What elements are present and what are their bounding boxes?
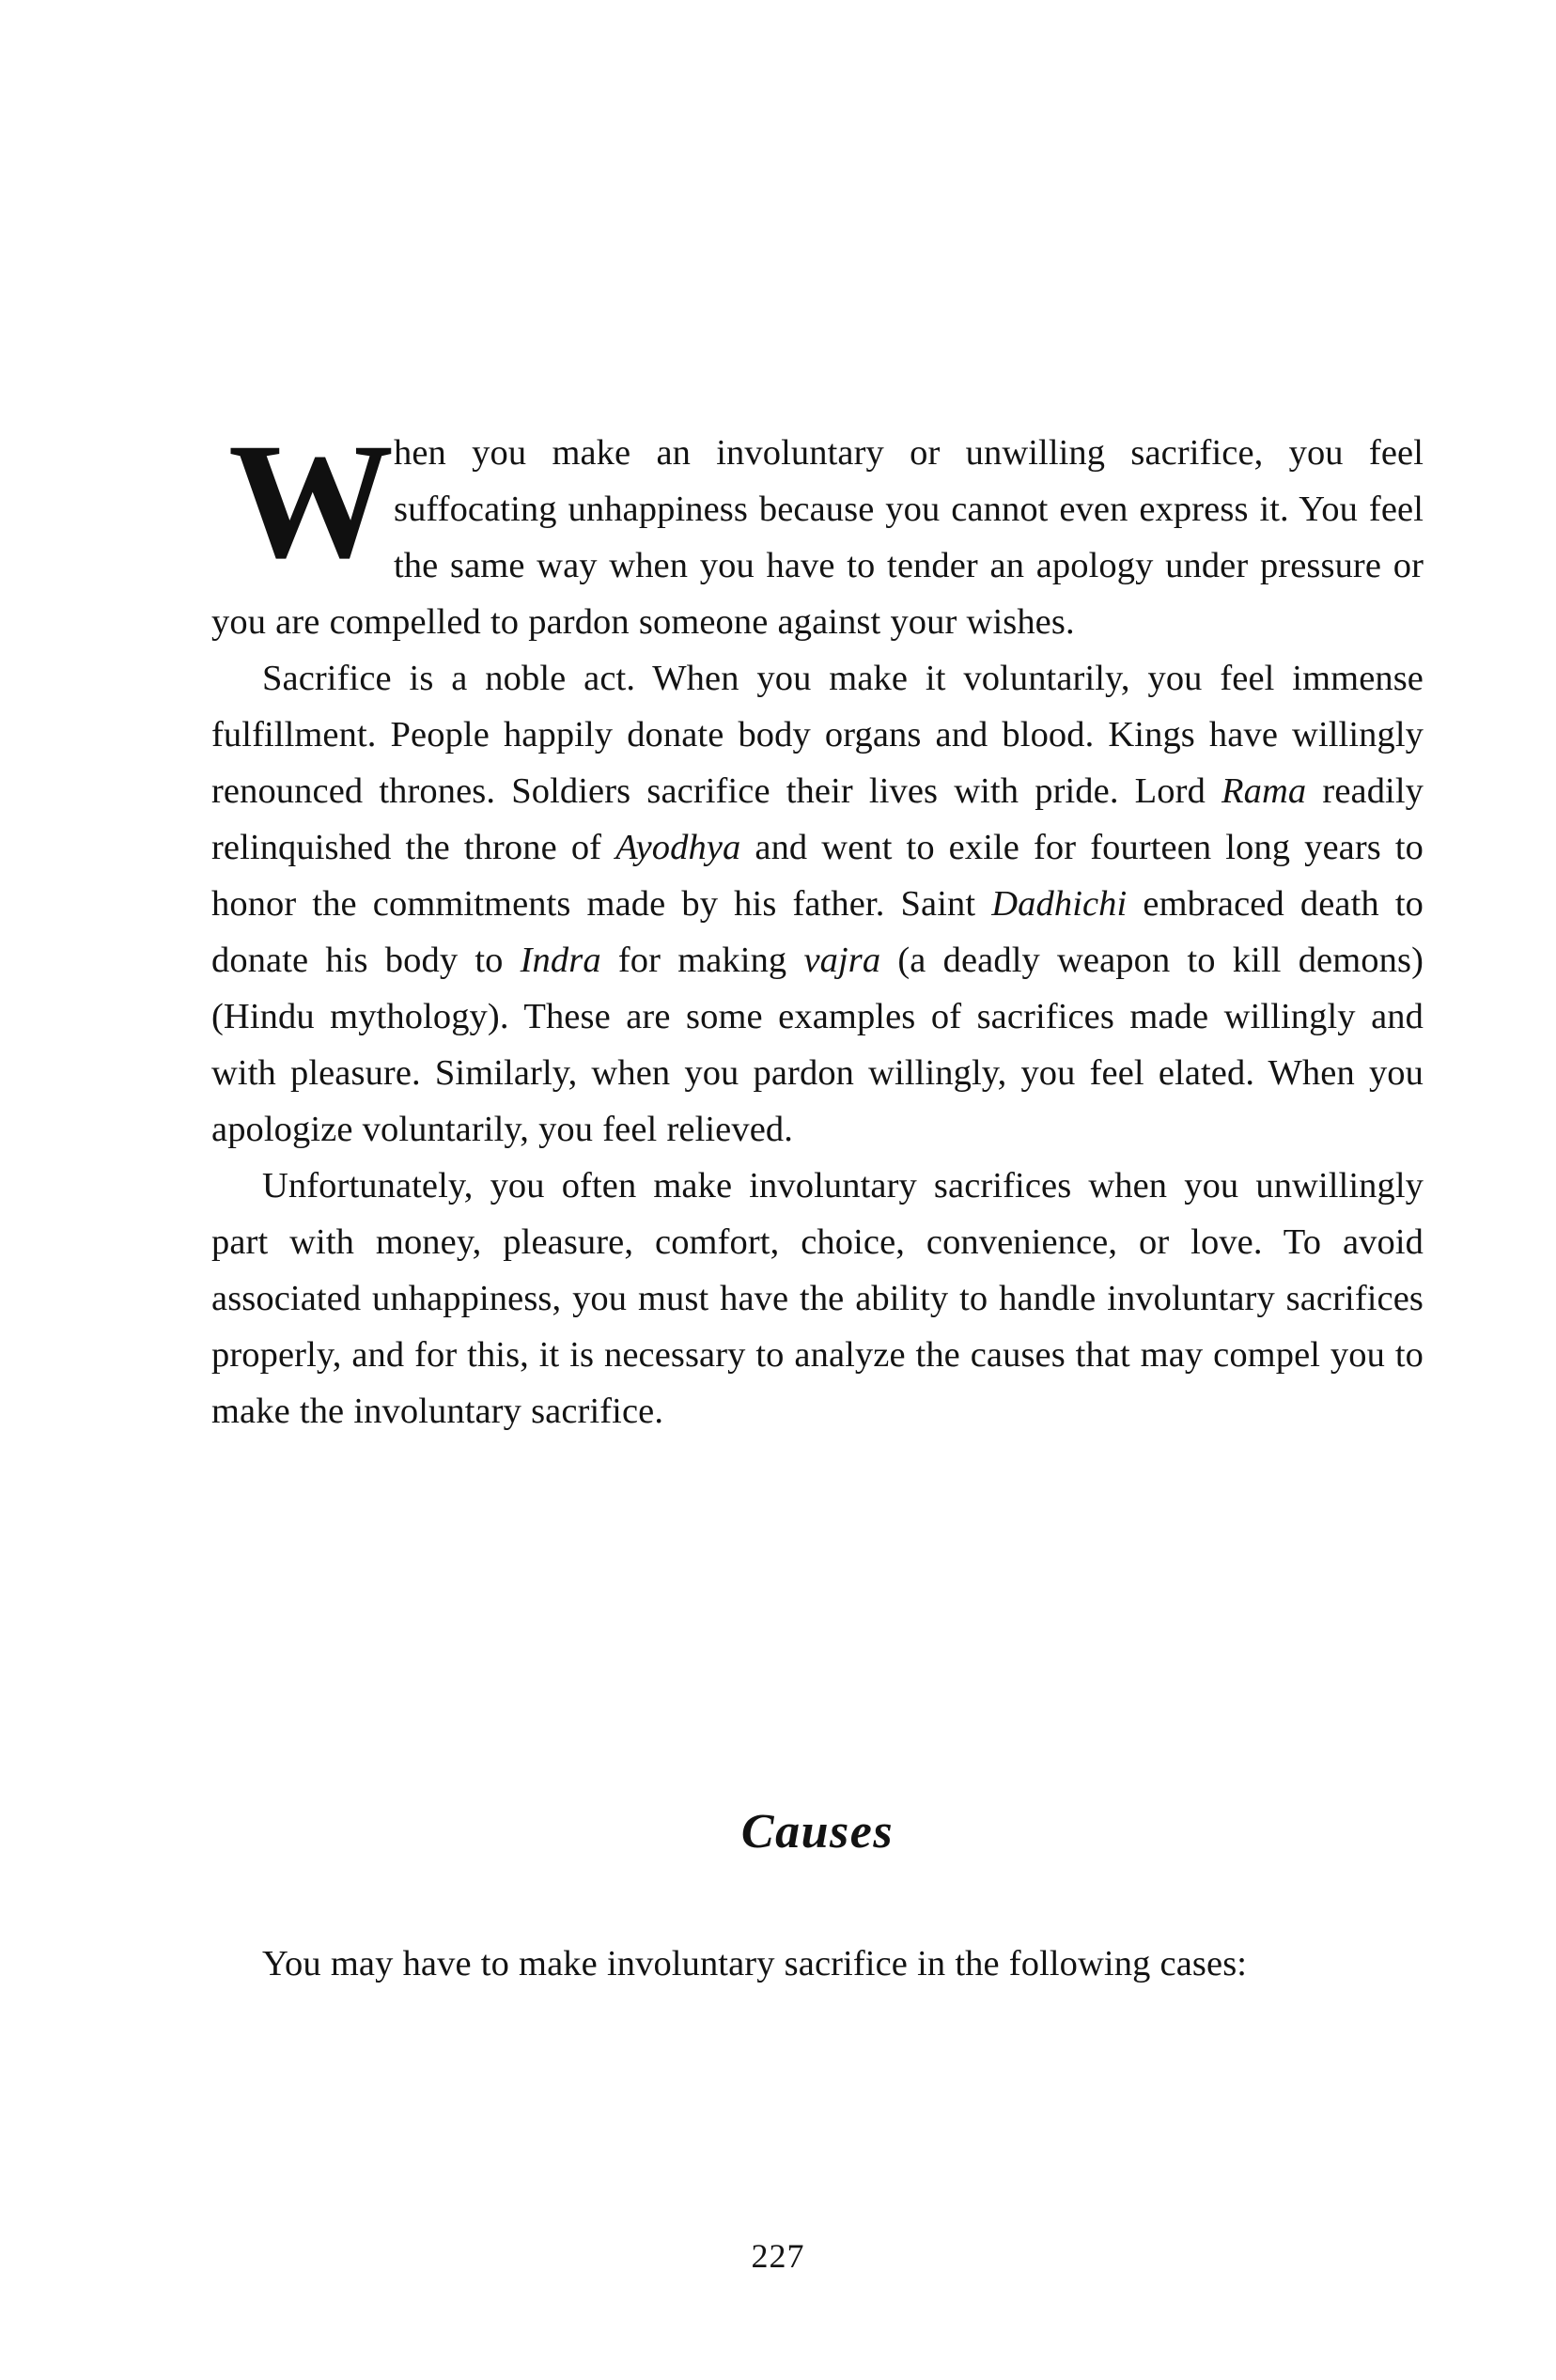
paragraph-opening-text: hen you make an involuntary or unwilling sacrifice, you feel suffocating unhappiness because you cannot even express it. You feel the same way when you have to tender an apology under pressure or you are compelled to pardon someone against your wishes. bbox=[211, 433, 1424, 642]
section-heading-causes: Causes bbox=[740, 1805, 895, 1859]
italic-term: Indra bbox=[520, 941, 601, 980]
paragraph-unfortunately: Unfortunately, you often make involuntary sacrifices when you unwillingly part with money, pleasure, comfort, choice, convenience, or love. To avoid associated unhappiness, you must have the ability to handle involuntary sacrifices properly, and for this, it is necessary to analyze the causes that may compel you to make the involuntary sacrifice. bbox=[211, 1166, 1424, 1431]
italic-term: Dadhichi bbox=[991, 884, 1128, 924]
paragraph-opening bbox=[211, 410, 1424, 650]
closing-text-block bbox=[211, 1936, 1424, 1992]
paragraph-sacrifice-rich-text: Sacrifice is a noble act. When you make it voluntarily, you feel immense fulfillment. People happily donate body organs and blood. Kings have willingly renounced thrones. Soldiers sacrifice their lives with pride. Lord Rama readily relinquished the throne of Ayodhya and went to exile for fourteen long years to honor the commitments made by his father. Saint Dadhichi embraced death to donate his body to Indra for making vajra (a deadly weapon to kill demons) (Hindu mythology). These are some examples of sacrifices made willingly and with pleasure. Similarly, when you pardon willingly, you feel elated. When you apologize voluntarily, you feel relieved. bbox=[211, 659, 1424, 1149]
page-number: 227 bbox=[751, 2237, 805, 2275]
paragraph-following-cases: You may have to make involuntary sacrifice in the following cases: bbox=[262, 1944, 1248, 1983]
italic-term: Rama bbox=[1221, 771, 1307, 811]
page-text-block bbox=[211, 410, 1424, 1439]
paragraph-sacrifice-noble-act bbox=[211, 650, 1424, 1158]
italic-term: Ayodhya bbox=[615, 828, 741, 867]
drop-cap-letter: W bbox=[228, 410, 392, 593]
italic-term: vajra bbox=[803, 941, 881, 980]
